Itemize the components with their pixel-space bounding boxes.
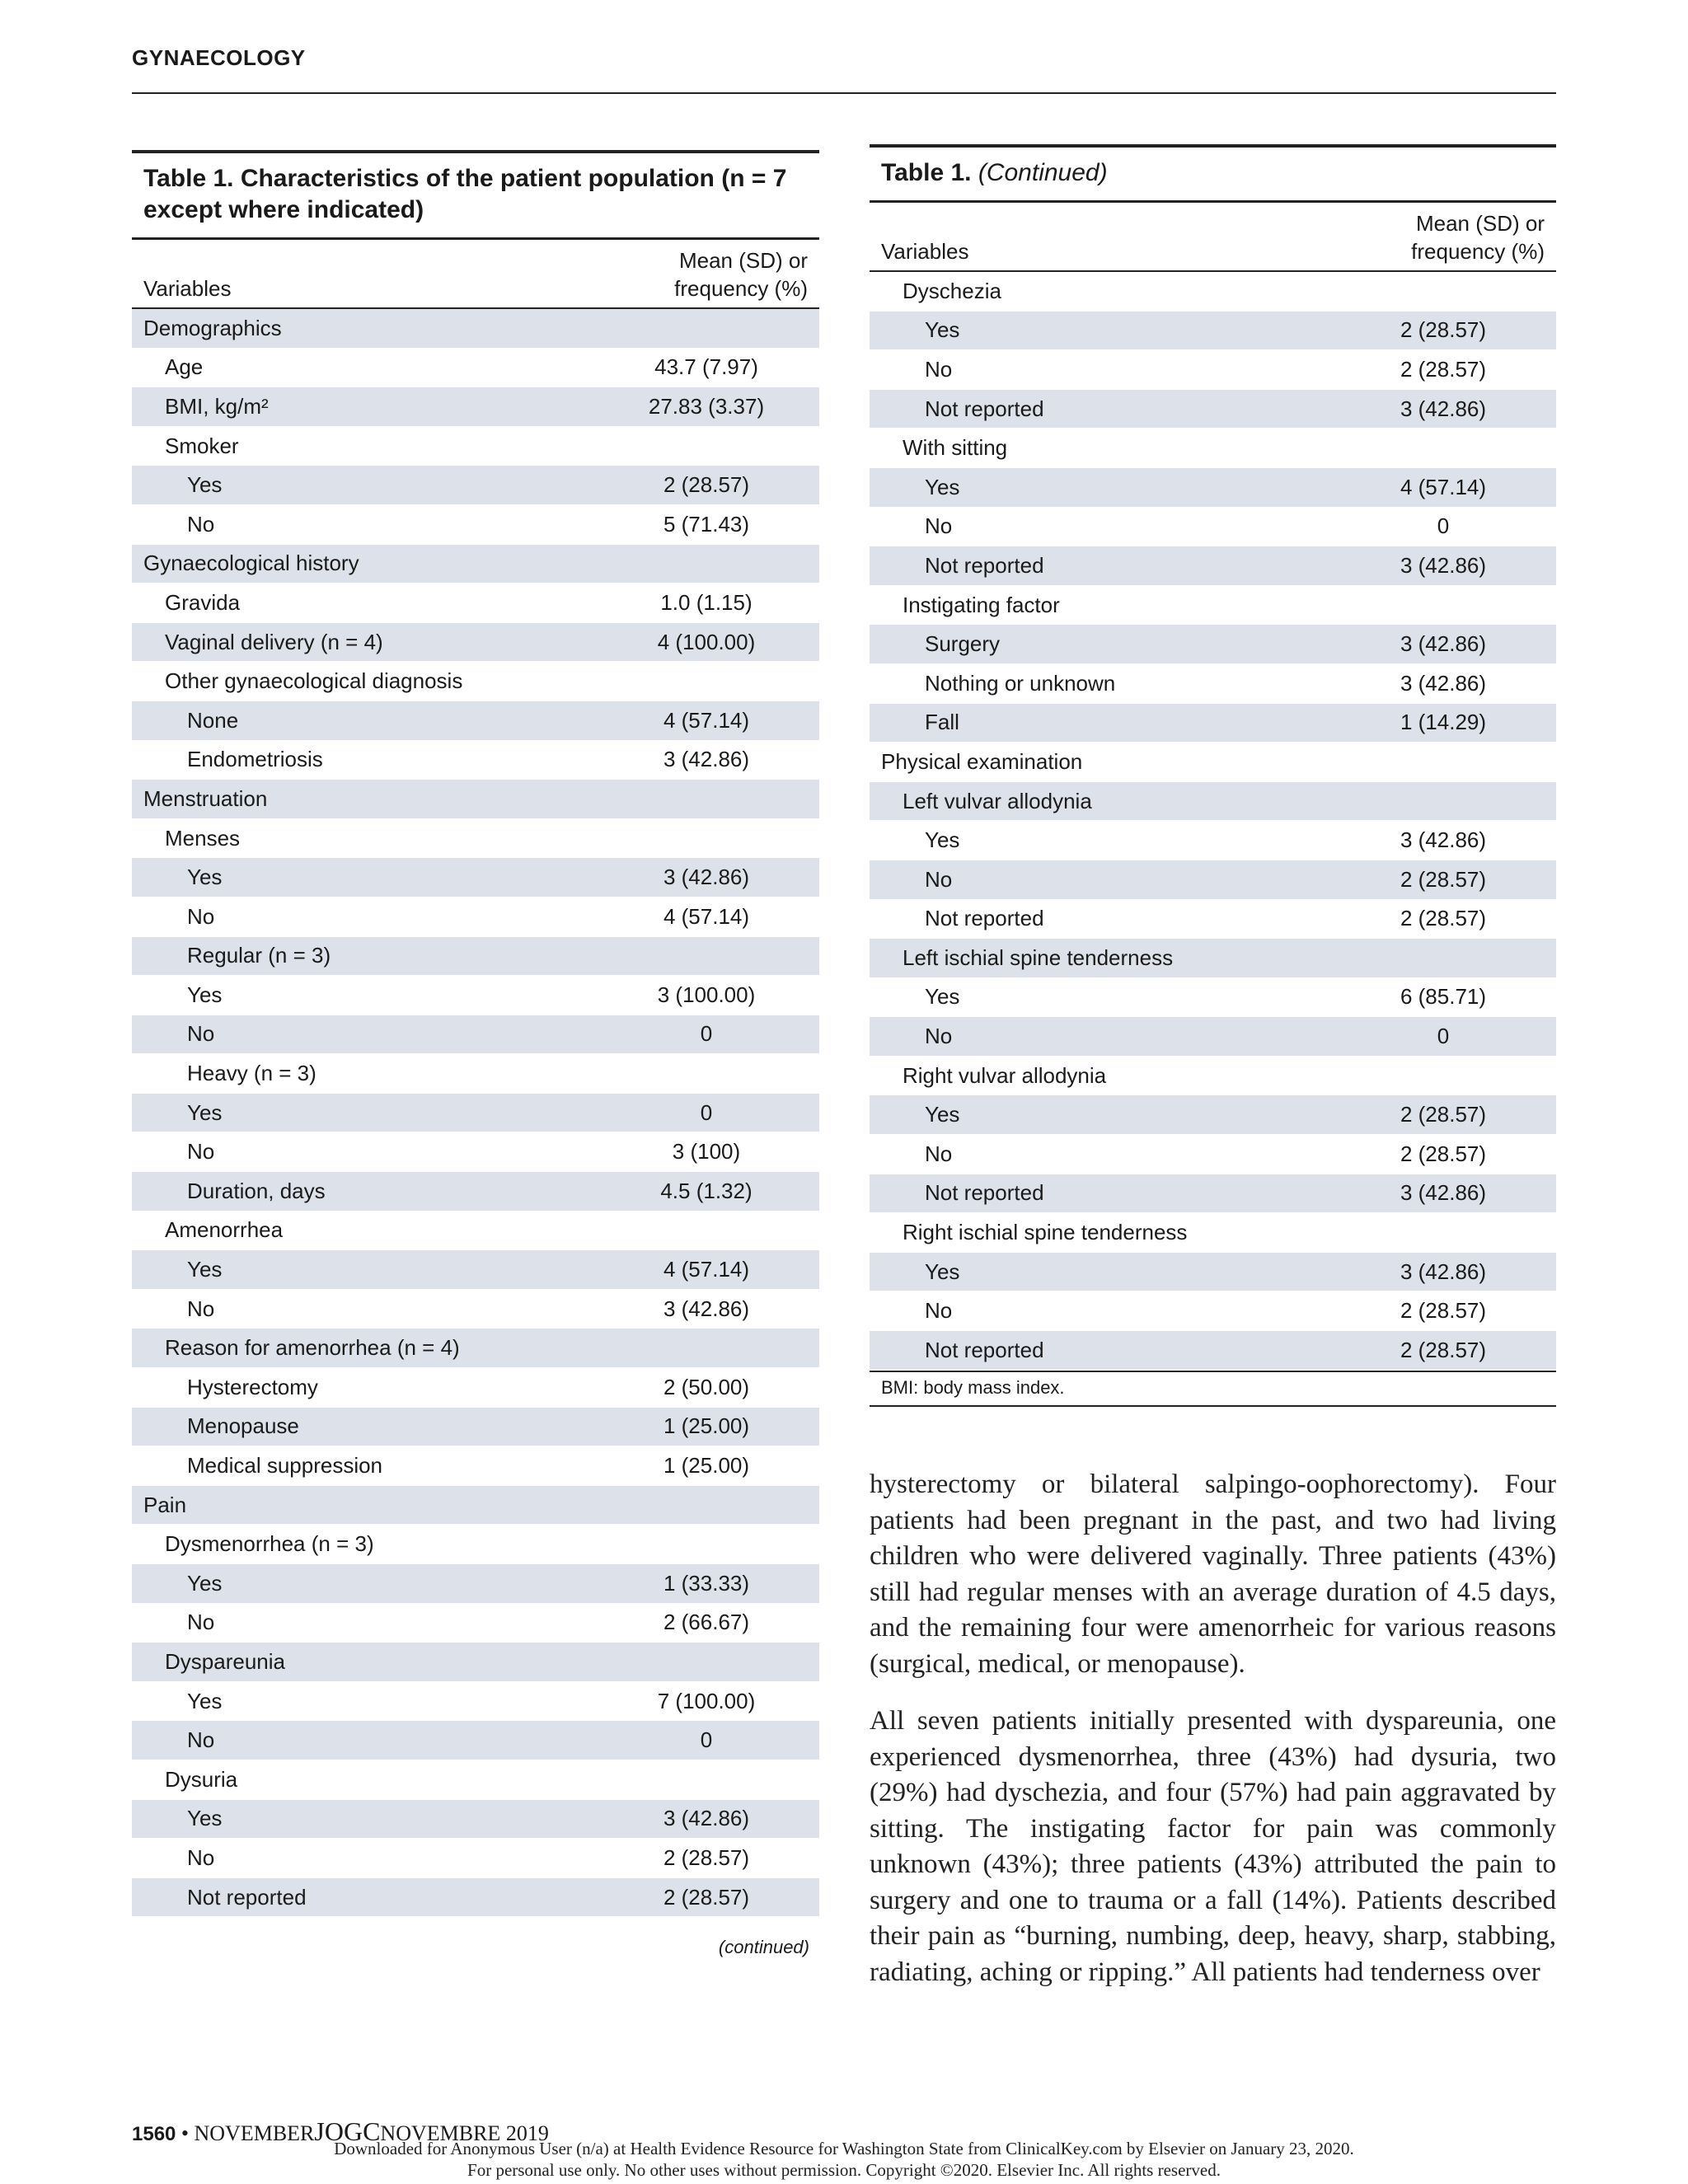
table-row xyxy=(132,1564,819,1604)
row-value: 2 (28.57) xyxy=(663,1844,750,1870)
row-label: Left ischial spine tenderness xyxy=(903,944,1174,970)
row-label: Menopause xyxy=(187,1413,299,1439)
table-row xyxy=(870,900,1556,940)
row-label: Yes xyxy=(187,1099,223,1125)
continued-note: (continued) xyxy=(718,1937,809,1958)
table-row xyxy=(870,1057,1556,1096)
row-label: Reason for amenorrhea (n = 4) xyxy=(165,1335,460,1361)
row-label: Yes xyxy=(187,1688,223,1713)
row-label: Yes xyxy=(187,865,223,890)
column-header-mean: Mean (SD) or frequency (%) xyxy=(1411,211,1545,264)
row-label: Heavy (n = 3) xyxy=(187,1061,316,1086)
row-label: Not reported xyxy=(187,1884,307,1910)
table-1-continued-header xyxy=(870,203,1556,272)
running-head: GYNAECOLOGY xyxy=(132,45,306,70)
table-row xyxy=(870,586,1556,626)
table-1-continued-title-label: Table 1. xyxy=(881,159,972,186)
row-label: Dyspareunia xyxy=(165,1648,285,1674)
table-row xyxy=(132,427,819,466)
table-row xyxy=(132,937,819,977)
row-label: Yes xyxy=(187,1570,223,1596)
row-label: Pain xyxy=(143,1492,187,1517)
table-row xyxy=(870,1253,1556,1292)
row-label: Yes xyxy=(925,984,960,1010)
row-value: 2 (28.57) xyxy=(1400,906,1487,931)
row-label: Fall xyxy=(925,710,959,735)
table-row xyxy=(132,505,819,545)
table-1-header xyxy=(132,240,819,309)
row-label: Vaginal delivery (n = 4) xyxy=(165,629,383,654)
table-row xyxy=(870,429,1556,468)
copyright-line: For personal use only. No other uses without permission. Copyright ©2020. Elsevier Inc. All rights reserved. xyxy=(467,2160,1221,2180)
table-row xyxy=(132,309,819,349)
row-value: 1 (25.00) xyxy=(663,1413,750,1439)
row-label: Not reported xyxy=(925,906,1044,931)
table-row xyxy=(132,545,819,584)
row-label: Menstruation xyxy=(143,785,268,811)
row-label: Smoker xyxy=(165,433,239,458)
table-row xyxy=(870,625,1556,664)
table-row xyxy=(132,1172,819,1212)
row-label: Yes xyxy=(925,474,960,499)
table-row xyxy=(132,623,819,663)
row-label: No xyxy=(187,511,215,537)
column-header-variables: Variables xyxy=(143,276,232,301)
row-value: 2 (28.57) xyxy=(663,472,750,498)
table-row xyxy=(870,1174,1556,1214)
row-value: 5 (71.43) xyxy=(663,511,750,537)
table-row xyxy=(870,1135,1556,1174)
table-footnote: BMI: body mass index. xyxy=(870,1371,1556,1407)
row-value: 0 xyxy=(700,1099,713,1125)
table-row xyxy=(870,860,1556,900)
row-label: Surgery xyxy=(925,631,1001,657)
row-label: Dysuria xyxy=(165,1766,238,1792)
table-1-body xyxy=(132,309,819,1917)
table-1-title-text: Table 1. Characteristics of the patient population (n = 7 except where indicated) xyxy=(143,165,787,223)
table-row xyxy=(132,1015,819,1055)
row-label: Yes xyxy=(925,317,960,343)
table-row xyxy=(870,350,1556,390)
row-value: 3 (42.86) xyxy=(1400,631,1487,657)
row-value: 3 (42.86) xyxy=(1400,396,1487,421)
table-row xyxy=(132,583,819,623)
row-label: Regular (n = 3) xyxy=(187,943,331,968)
row-label: Age xyxy=(165,354,204,380)
row-value: 4 (57.14) xyxy=(1400,474,1487,499)
table-1 xyxy=(132,150,819,1958)
row-value: 2 (28.57) xyxy=(1400,317,1487,343)
row-value: 4 (57.14) xyxy=(663,1257,750,1282)
row-value: 4 (100.00) xyxy=(657,629,756,654)
table-row xyxy=(132,976,819,1015)
row-value: 2 (50.00) xyxy=(663,1374,750,1399)
row-label: No xyxy=(187,1844,215,1870)
table-row xyxy=(132,1839,819,1878)
row-label: None xyxy=(187,707,239,733)
table-row xyxy=(132,858,819,898)
row-label: Yes xyxy=(925,1258,960,1284)
row-label: Nothing or unknown xyxy=(925,670,1116,696)
row-label: Right ischial spine tenderness xyxy=(903,1220,1188,1245)
paragraph: hysterectomy or bilateral salpingo-oophorectomy). Four patients had been pregnant in the past, and two had living children who were delivered vaginally. Three patients (43%) still had regular menses with an average duration of 4.5 days, and the remaining four were amenorrheic for various reasons (surgical, medical, or menopause). xyxy=(870,1469,1556,1679)
table-row xyxy=(132,1604,819,1643)
row-label: Menses xyxy=(165,825,241,851)
body-text xyxy=(870,1467,1556,2012)
table-row xyxy=(870,1291,1556,1331)
row-value: 3 (42.86) xyxy=(663,1296,750,1321)
table-row xyxy=(132,466,819,505)
folio-bullet: • xyxy=(181,2121,189,2145)
table-row xyxy=(870,743,1556,782)
row-value: 3 (42.86) xyxy=(1400,827,1487,853)
table-row xyxy=(870,390,1556,429)
row-label: No xyxy=(925,356,953,382)
page-number: 1560 xyxy=(132,2123,176,2145)
row-value: 4 (57.14) xyxy=(663,707,750,733)
row-value: 3 (42.86) xyxy=(1400,552,1487,578)
table-row xyxy=(132,1643,819,1682)
table-row xyxy=(870,508,1556,547)
row-label: No xyxy=(925,866,953,892)
row-value: 0 xyxy=(1437,1024,1450,1049)
row-label: Dysmenorrhea (n = 3) xyxy=(165,1531,374,1557)
table-row xyxy=(132,1525,819,1564)
row-value: 3 (42.86) xyxy=(663,865,750,890)
row-label: Demographics xyxy=(143,315,282,340)
row-value: 27.83 (3.37) xyxy=(648,393,765,419)
row-value: 7 (100.00) xyxy=(657,1688,756,1713)
table-row xyxy=(132,1486,819,1526)
row-value: 43.7 (7.97) xyxy=(654,354,758,380)
row-value: 1 (14.29) xyxy=(1400,710,1487,735)
row-value: 4.5 (1.32) xyxy=(660,1178,753,1203)
table-row xyxy=(870,821,1556,860)
row-label: No xyxy=(187,903,215,929)
column-header-mean: Mean (SD) or frequency (%) xyxy=(674,248,808,301)
journal-name: JOGC xyxy=(314,2116,381,2146)
row-value: 2 (28.57) xyxy=(1400,1102,1487,1127)
table-row xyxy=(132,349,819,388)
table-1-continued-title-italic: (Continued) xyxy=(978,159,1108,186)
row-label: Instigating factor xyxy=(903,592,1060,617)
row-value: 3 (42.86) xyxy=(1400,670,1487,696)
header-rule xyxy=(132,92,1556,94)
table-1-continued xyxy=(870,144,1556,1407)
table-row xyxy=(132,701,819,741)
table-row xyxy=(132,1368,819,1408)
row-value: 1.0 (1.15) xyxy=(660,589,753,615)
row-label: No xyxy=(925,513,953,539)
row-label: No xyxy=(925,1298,953,1324)
table-row xyxy=(132,1408,819,1447)
row-label: Other gynaecological diagnosis xyxy=(165,668,463,694)
table-row xyxy=(870,939,1556,978)
row-label: Duration, days xyxy=(187,1178,326,1203)
table-row xyxy=(132,1682,819,1722)
row-label: No xyxy=(187,1296,215,1321)
row-label: Physical examination xyxy=(881,748,1083,774)
table-row xyxy=(132,1290,819,1329)
table-row xyxy=(132,1250,819,1290)
row-label: Endometriosis xyxy=(187,747,323,772)
table-row xyxy=(132,819,819,859)
row-label: Amenorrhea xyxy=(165,1217,284,1243)
table-row xyxy=(132,1132,819,1172)
table-row xyxy=(870,468,1556,508)
row-label: Not reported xyxy=(925,552,1044,578)
download-line: Downloaded for Anonymous User (n/a) at Health Evidence Resource for Washington State from ClinicalKey.com by Elsevier on January 23, 2020. xyxy=(334,2139,1354,2158)
table-row xyxy=(132,898,819,937)
table-row xyxy=(870,782,1556,822)
row-label: No xyxy=(187,1727,215,1753)
table-row xyxy=(132,780,819,819)
table-row xyxy=(132,1760,819,1800)
table-row xyxy=(132,387,819,427)
table-row xyxy=(132,741,819,780)
table-1-continued-body xyxy=(870,272,1556,1371)
column-header-variables: Variables xyxy=(881,239,969,264)
table-row xyxy=(132,1329,819,1368)
paragraph: All seven patients initially presented with dyspareunia, one experienced dysmenorrhea, three (43%) had dysuria, two (29%) had dyschezia, and four (57%) had pain aggravated by sitting. The instigating factor for pain was commonly unknown (43%); three patients (43%) attributed the pain to surgery and one to trauma or a fall (14%). Patients described their pain as “burning, numbing, deep, heavy, sharp, stabbing, radiating, aching or ripping.” All patients had tenderness over xyxy=(870,1706,1556,1987)
row-value: 3 (100) xyxy=(672,1139,741,1165)
row-label: Gravida xyxy=(165,589,241,615)
table-row xyxy=(870,978,1556,1018)
table-row xyxy=(870,704,1556,743)
row-label: Yes xyxy=(187,982,223,1007)
table-row xyxy=(132,1800,819,1840)
row-label: No xyxy=(187,1139,215,1165)
table-row xyxy=(132,662,819,701)
row-label: Left vulvar allodynia xyxy=(903,788,1092,813)
row-label: No xyxy=(925,1141,953,1166)
table-row xyxy=(870,1095,1556,1135)
folio-month-en: NOVEMBER xyxy=(194,2121,315,2145)
row-value: 1 (33.33) xyxy=(663,1570,750,1596)
row-value: 6 (85.71) xyxy=(1400,984,1487,1010)
row-label: Yes xyxy=(187,1257,223,1282)
table-row xyxy=(870,664,1556,704)
folio-month-fr-year: NOVEMBRE 2019 xyxy=(380,2121,549,2145)
table-row xyxy=(870,312,1556,351)
row-value: 3 (42.86) xyxy=(1400,1180,1487,1206)
row-label: With sitting xyxy=(903,435,1008,461)
row-value: 3 (100.00) xyxy=(657,982,756,1007)
table-row xyxy=(132,1446,819,1486)
row-label: Yes xyxy=(925,827,960,853)
row-label: BMI, kg/m² xyxy=(165,393,269,419)
row-label: No xyxy=(187,1610,215,1635)
row-label: Hysterectomy xyxy=(187,1374,318,1399)
row-label: Not reported xyxy=(925,1180,1044,1206)
table-1-continued-title xyxy=(870,144,1556,203)
table-row xyxy=(132,1094,819,1133)
table-row xyxy=(132,1212,819,1251)
row-value: 3 (42.86) xyxy=(1400,1258,1487,1284)
table-row xyxy=(870,546,1556,586)
table-row xyxy=(132,1721,819,1760)
row-value: 2 (28.57) xyxy=(1400,356,1487,382)
table-row xyxy=(870,1017,1556,1057)
table-row xyxy=(132,1054,819,1094)
table-row xyxy=(870,1331,1556,1371)
row-value: 4 (57.14) xyxy=(663,903,750,929)
row-value: 3 (42.86) xyxy=(663,1806,750,1831)
row-label: Yes xyxy=(187,472,223,498)
row-label: No xyxy=(187,1021,215,1047)
table-row xyxy=(870,272,1556,312)
row-value: 2 (28.57) xyxy=(1400,1298,1487,1324)
row-value: 2 (28.57) xyxy=(1400,1337,1487,1362)
row-label: Dyschezia xyxy=(903,278,1001,303)
row-value: 0 xyxy=(1437,513,1450,539)
row-label: No xyxy=(925,1024,953,1049)
row-label: Not reported xyxy=(925,396,1044,421)
row-label: Gynaecological history xyxy=(143,551,359,576)
row-label: Not reported xyxy=(925,1337,1044,1362)
row-value: 1 (25.00) xyxy=(663,1453,750,1479)
row-value: 2 (28.57) xyxy=(663,1884,750,1910)
row-value: 2 (28.57) xyxy=(1400,866,1487,892)
row-value: 2 (66.67) xyxy=(663,1610,750,1635)
table-row xyxy=(870,1213,1556,1253)
row-value: 2 (28.57) xyxy=(1400,1141,1487,1166)
row-label: Yes xyxy=(187,1806,223,1831)
row-label: Right vulvar allodynia xyxy=(903,1062,1107,1088)
row-value: 0 xyxy=(700,1021,713,1047)
download-notice xyxy=(0,2138,1688,2181)
row-value: 3 (42.86) xyxy=(663,747,750,772)
row-label: Yes xyxy=(925,1102,960,1127)
table-1-title xyxy=(132,150,819,240)
row-label: Medical suppression xyxy=(187,1453,383,1479)
row-value: 0 xyxy=(700,1727,713,1753)
table-row xyxy=(132,1878,819,1918)
